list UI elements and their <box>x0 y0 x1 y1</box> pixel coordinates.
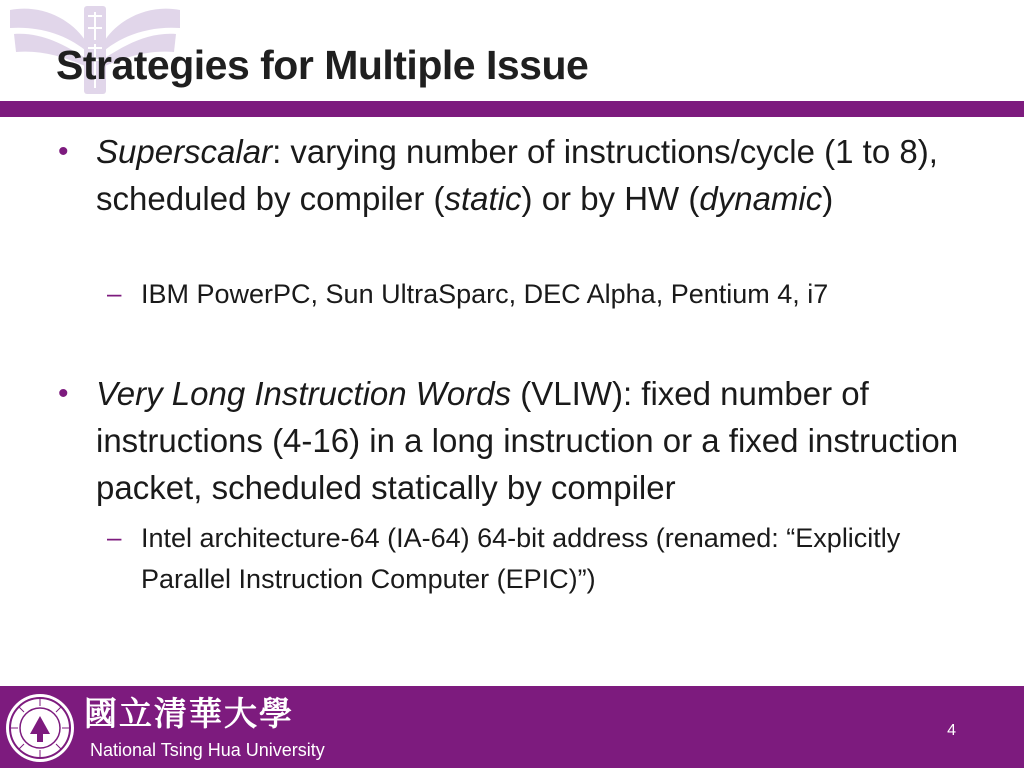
slide-page-number: 4 <box>947 722 956 739</box>
bullet-vliw <box>58 370 976 511</box>
title-divider <box>0 101 1024 117</box>
sub-bullet-dash-icon: – <box>107 278 122 308</box>
term-static: static <box>444 180 522 217</box>
sub-bullet-dash-icon: – <box>107 522 122 552</box>
bullet-text: ) or by HW ( <box>521 180 700 217</box>
term-dynamic: dynamic <box>699 180 823 217</box>
sub-bullet-vliw-example <box>107 518 961 600</box>
university-name-english: National Tsing Hua University <box>90 740 325 760</box>
term-vliw: Very Long Instruction Words <box>96 375 512 412</box>
sub-bullet-text: IBM PowerPC, Sun UltraSparc, DEC Alpha, Pentium 4, i7 <box>141 279 829 309</box>
footer-bar <box>0 686 1024 768</box>
university-name-chinese: 國立清華大學 <box>84 694 294 733</box>
term-superscalar: Superscalar <box>96 133 273 170</box>
bullet-dot-icon: • <box>58 135 69 168</box>
bullet-text: (VLIW): fixed number of instructions (4-16) in a long instruction or a fixed instruction packet, scheduled statically by compiler <box>96 375 959 506</box>
bullet-text: ) <box>822 180 834 217</box>
bullet-dot-icon: • <box>58 377 69 410</box>
slide-title: Strategies for Multiple Issue <box>56 42 589 88</box>
sub-bullet-text: Intel architecture-64 (IA-64) 64-bit address (renamed: “Explicitly Parallel Instruction Computer (EPIC)”) <box>141 523 901 594</box>
bullet-text: : varying number of instructions/cycle (1 to 8), scheduled by compiler ( <box>96 133 938 217</box>
sub-bullet-superscalar-examples <box>107 274 961 315</box>
university-seal-icon <box>4 692 76 764</box>
bullet-superscalar <box>58 128 976 222</box>
